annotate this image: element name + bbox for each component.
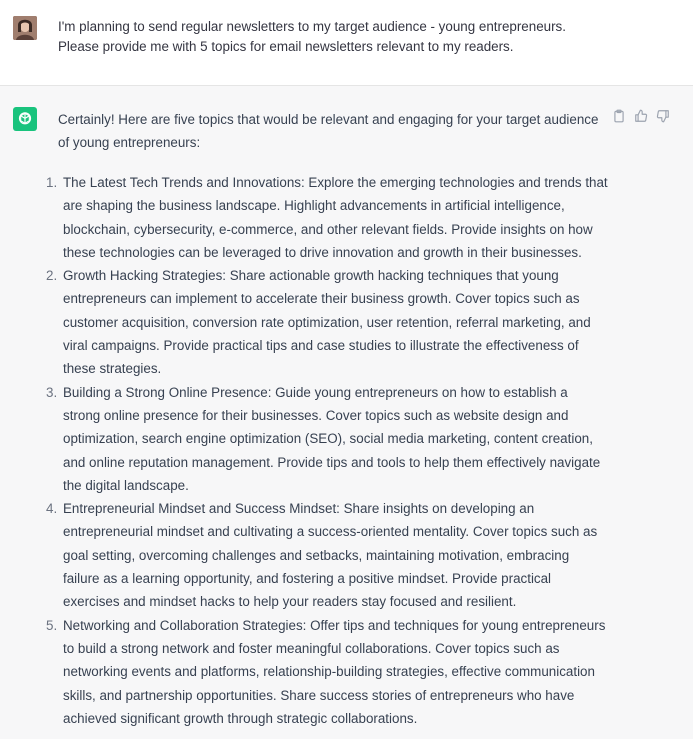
list-item — [46, 614, 608, 730]
list-item — [46, 171, 608, 264]
clipboard-icon[interactable] — [611, 108, 627, 124]
topics-list — [46, 171, 608, 730]
openai-logo-icon — [13, 107, 37, 131]
list-item-text: Growth Hacking Strategies: Share actionable growth hacking techniques that young entrepreneurs can implement to accelerate their business growth. Cover topics such as customer acquisition, conversion rate optimization, user retention, referral marketing, and viral campaigns. Provide practical tips and case studies to illustrate the effectiveness of these strategies. — [63, 268, 591, 377]
assistant-message-row — [0, 86, 693, 739]
list-item-text: The Latest Tech Trends and Innovations: Explore the emerging technologies and trends that are shaping the business landscape. Highlight advancements in artificial intelligence, blockchain, cybersecurity, e-commerce, and other relevant fields. Provide insights on how these technologies can be leveraged to drive innovation and growth in their businesses. — [63, 175, 608, 260]
assistant-intro: Certainly! Here are five topics that would be relevant and engaging for your target audience of young entrepreneurs: — [58, 112, 599, 151]
list-item — [46, 497, 608, 613]
list-item-number: 3. — [46, 384, 58, 400]
message-actions — [611, 108, 671, 124]
thumbs-up-icon[interactable] — [633, 108, 649, 124]
user-message-row — [0, 0, 693, 86]
user-message — [58, 17, 618, 57]
list-item-number: 1. — [46, 175, 58, 190]
list-item — [46, 381, 608, 497]
list-item-number: 5. — [46, 617, 58, 633]
list-item-number: 2. — [46, 268, 58, 284]
user-message-line-2: Please provide me with 5 topics for email newsletters relevant to my readers. — [58, 39, 514, 54]
list-item-text: Building a Strong Online Presence: Guide young entrepreneurs on how to establish a strong online presence for their businesses. Cover topics such as website design and optimization, search engine optimization (SEO), social media marketing, content creation, and online reputation management. Provide tips and tools to help them effectively navigate the digital landscape. — [63, 384, 601, 493]
list-item-text: Networking and Collaboration Strategies: Offer tips and techniques for young entrepreneurs to build a strong network and foster meaningful collaborations. Cover topics such as networking events and platforms, relationship-building strategies, effective communication skills, and partnership opportunities. Share success stories of entrepreneurs who have achieved significant growth through strategic collaborations. — [63, 617, 606, 726]
list-item-number: 4. — [46, 501, 58, 517]
list-item-text: Entrepreneurial Mindset and Success Mindset: Share insights on developing an entrepreneurial mindset and cultivating a success-oriented mentality. Cover topics such as goal setting, overcoming challenges and setbacks, maintaining motivation, embracing failure as a learning opportunity, and fostering a positive mindset. Provide practical exercises and mindset hacks to help your readers stay focused and resilient. — [63, 501, 598, 610]
user-avatar — [13, 16, 37, 40]
user-message-line-1: I'm planning to send regular newsletters to my target audience - young entrepreneurs. — [58, 19, 566, 34]
thumbs-down-icon[interactable] — [655, 108, 671, 124]
list-item — [46, 264, 608, 380]
